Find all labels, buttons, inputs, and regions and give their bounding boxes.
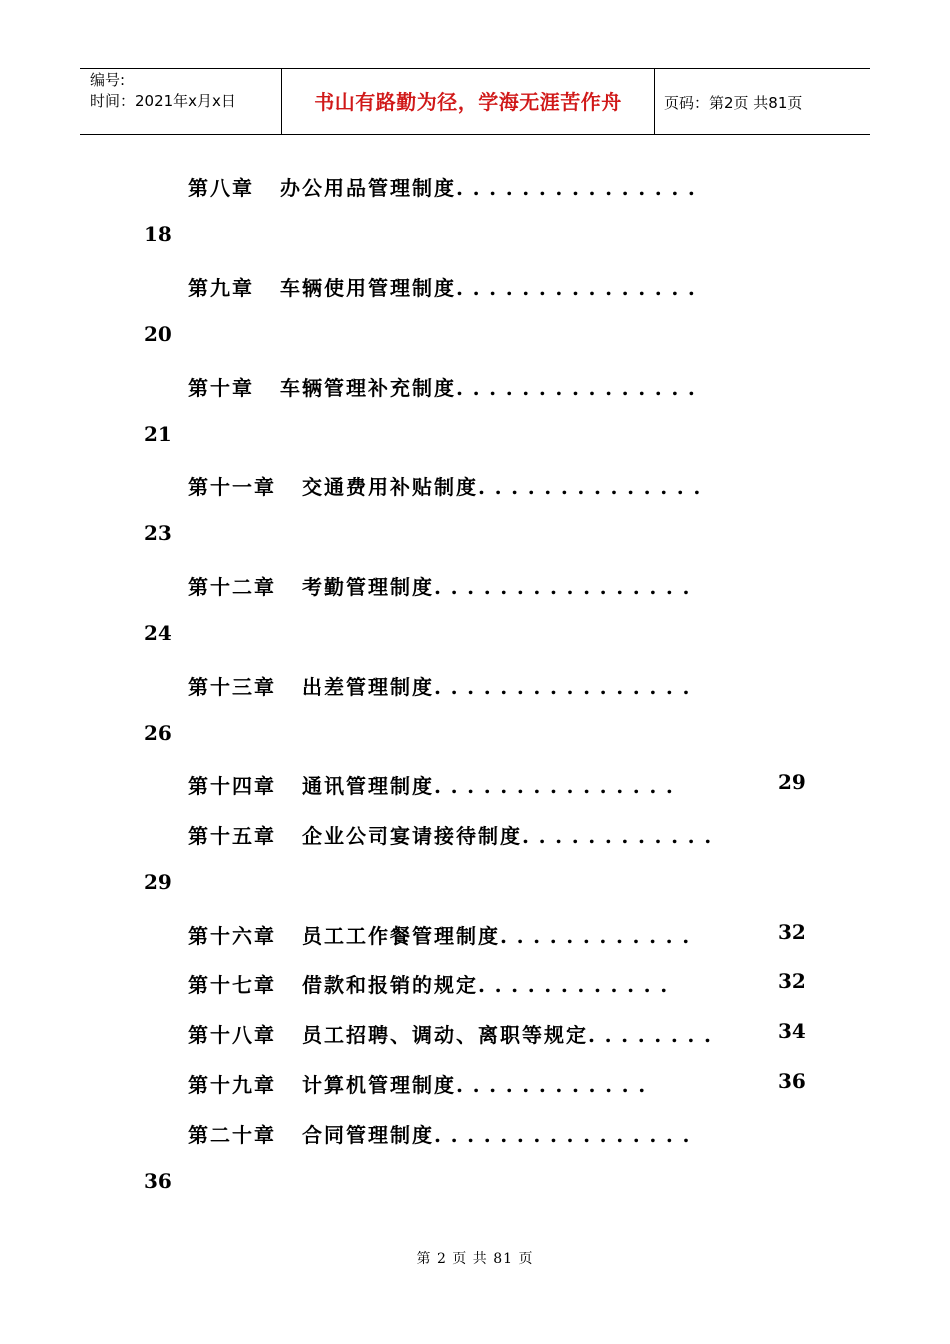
toc-entry-heading — [188, 372, 704, 401]
toc-chapter-title: 办公用品管理制度 — [280, 176, 456, 200]
toc-chapter-number: 第十八章 — [188, 1023, 276, 1047]
header-bottom-rule — [80, 134, 870, 135]
toc-chapter-title: 通讯管理制度 — [302, 774, 434, 798]
toc-chapter-number: 第九章 — [188, 276, 254, 300]
toc-chapter-title: 合同管理制度 — [302, 1123, 434, 1147]
toc-leader-dots: ............... — [456, 176, 705, 200]
toc-leader-dots: ............... — [456, 276, 705, 300]
toc-leader-dots: ................ — [434, 575, 700, 599]
toc-chapter-number: 第十六章 — [188, 924, 276, 948]
toc-leader-dots: ............... — [434, 774, 683, 798]
page-footer: 第 2 页 共 81 页 — [416, 1251, 534, 1267]
toc-chapter-title: 借款和报销的规定 — [302, 973, 478, 997]
toc-entry-heading — [188, 571, 699, 600]
toc-page-number: 36 — [778, 1069, 806, 1093]
toc-entry-heading — [188, 820, 721, 849]
toc-entry-heading — [188, 1019, 721, 1048]
header-page-info: 页码：第2页 共81页 — [664, 94, 803, 112]
toc-page-number-wrapped: 29 — [144, 870, 172, 894]
header-number-label: 编号: — [90, 71, 126, 89]
toc-chapter-number: 第十九章 — [188, 1073, 276, 1097]
toc-chapter-title: 考勤管理制度 — [302, 575, 434, 599]
toc-leader-dots: ............ — [500, 924, 699, 948]
toc-entry-heading — [188, 969, 677, 998]
toc-page-number-wrapped: 24 — [144, 621, 172, 645]
toc-entry-heading — [188, 1119, 699, 1148]
header-top-rule — [80, 68, 870, 69]
header-divider-right — [654, 68, 655, 135]
toc-chapter-number: 第二十章 — [188, 1123, 276, 1147]
toc-entry-heading — [188, 1069, 655, 1098]
toc-chapter-title: 员工工作餐管理制度 — [302, 924, 500, 948]
toc-leader-dots: .............. — [478, 475, 710, 499]
toc-entry-heading — [188, 770, 682, 799]
toc-page-number-wrapped: 23 — [144, 521, 172, 545]
toc-leader-dots: ............ — [522, 824, 721, 848]
header-time-label: 时间：2021年x月x日 — [90, 92, 236, 110]
header-motto: 书山有路勤为径，学海无涯苦作舟 — [314, 90, 622, 114]
toc-chapter-number: 第十一章 — [188, 475, 276, 499]
toc-page-number: 29 — [778, 770, 806, 794]
toc-leader-dots: ............ — [478, 973, 677, 997]
toc-page-number: 34 — [778, 1019, 806, 1043]
header-meta — [90, 70, 236, 112]
toc-leader-dots: ............ — [456, 1073, 655, 1097]
toc-chapter-number: 第十三章 — [188, 675, 276, 699]
toc-chapter-title: 车辆管理补充制度 — [280, 376, 456, 400]
toc-page-number-wrapped: 36 — [144, 1169, 172, 1193]
toc-chapter-number: 第八章 — [188, 176, 254, 200]
toc-entry-heading — [188, 471, 710, 500]
toc-leader-dots: ........ — [588, 1023, 721, 1047]
toc-chapter-title: 出差管理制度 — [302, 675, 434, 699]
toc-leader-dots: ............... — [456, 376, 705, 400]
toc-chapter-number: 第十二章 — [188, 575, 276, 599]
toc-page-number: 32 — [778, 920, 806, 944]
toc-page-number-wrapped: 26 — [144, 721, 172, 745]
toc-leader-dots: ................ — [434, 675, 700, 699]
toc-page-number-wrapped: 18 — [144, 222, 172, 246]
toc-chapter-title: 员工招聘、调动、离职等规定 — [302, 1023, 588, 1047]
toc-chapter-number: 第十五章 — [188, 824, 276, 848]
toc-chapter-number: 第十章 — [188, 376, 254, 400]
toc-entry-heading — [188, 920, 699, 949]
toc-chapter-number: 第十七章 — [188, 973, 276, 997]
toc-chapter-number: 第十四章 — [188, 774, 276, 798]
toc-chapter-title: 计算机管理制度 — [302, 1073, 456, 1097]
toc-page-number-wrapped: 21 — [144, 422, 172, 446]
toc-entry-heading — [188, 172, 704, 201]
toc-page-number: 32 — [778, 969, 806, 993]
toc-entry-heading — [188, 272, 704, 301]
toc-page-number-wrapped: 20 — [144, 322, 172, 346]
toc-chapter-title: 车辆使用管理制度 — [280, 276, 456, 300]
toc-entry-heading — [188, 671, 699, 700]
toc-chapter-title: 交通费用补贴制度 — [302, 475, 478, 499]
toc-leader-dots: ................ — [434, 1123, 700, 1147]
toc-chapter-title: 企业公司宴请接待制度 — [302, 824, 522, 848]
